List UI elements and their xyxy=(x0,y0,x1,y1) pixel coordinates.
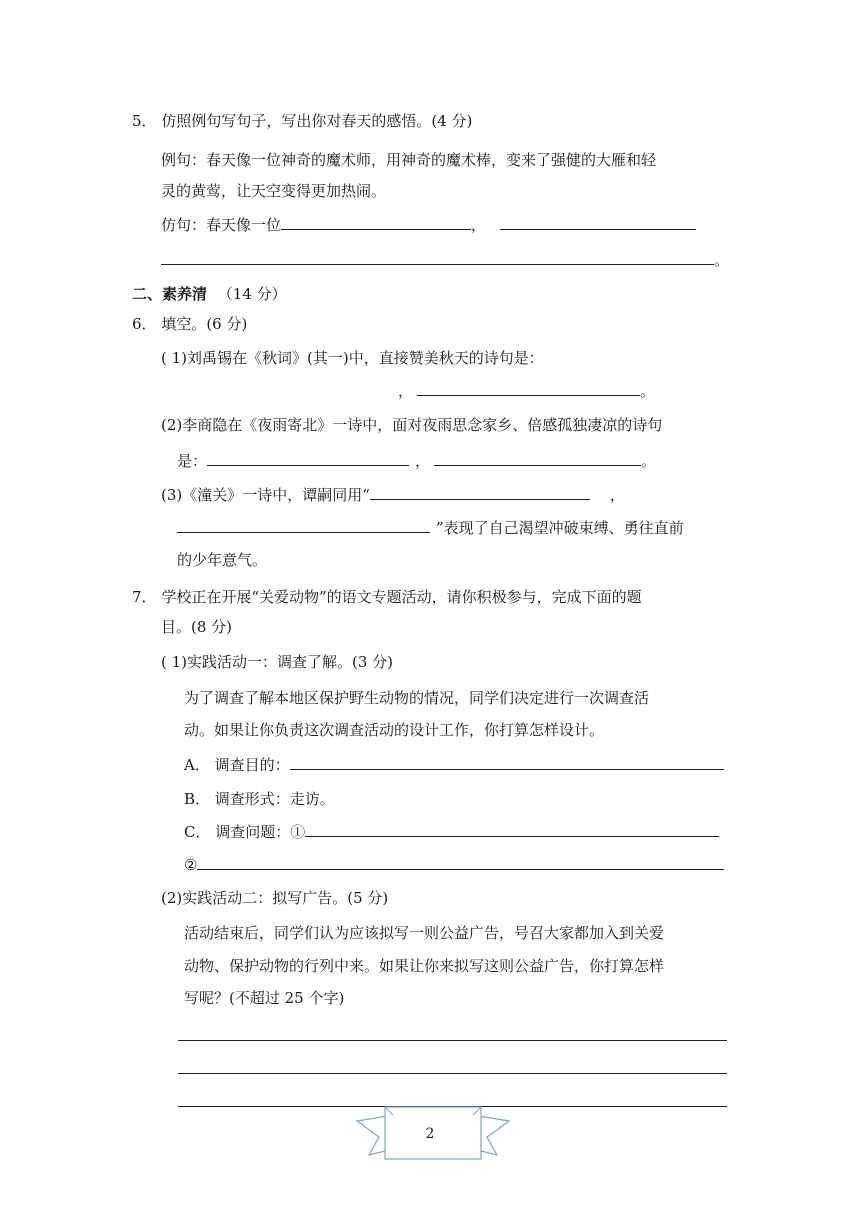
answer-blank[interactable] xyxy=(417,381,640,396)
imitate-continuation-line xyxy=(161,250,729,270)
answer-blank[interactable] xyxy=(161,250,714,265)
comma: ， xyxy=(415,452,431,470)
comma: ， xyxy=(398,382,414,400)
q6-part1-answer-line xyxy=(398,381,655,401)
answer-blank[interactable] xyxy=(370,485,590,500)
comma: ， xyxy=(609,486,625,504)
activity-1-desc-line-2: 动。如果让你负责这次调查活动的设计工作，你打算怎样设计。 xyxy=(184,721,605,739)
circled-number: ② xyxy=(184,856,198,874)
end-mark: 。 xyxy=(714,251,730,269)
survey-purpose-label: A． 调查目的： xyxy=(184,756,290,774)
q6-part3-line-1 xyxy=(161,485,625,505)
activity-1-desc-line-1: 为了调查了解本地区保护野生动物的情况，同学们决定进行一次调查活 xyxy=(184,689,650,707)
question-prompt: 学校正在开展“关爱动物”的语文专题活动，请你积极参与，完成下面的题 xyxy=(161,588,642,606)
activity-2-desc-line-2: 动物、保护动物的行列中来。如果让你来拟写这则公益广告，你打算怎样 xyxy=(184,957,665,975)
q6-part2-prompt: (2)李商隐在《夜雨寄北》一诗中，面对夜雨思念家乡、倍感孤独凄凉的诗句 xyxy=(161,416,663,434)
question-7 xyxy=(132,587,642,607)
example-sentence-line-1: 例句：春天像一位神奇的魔术师，用神奇的魔术棒，变来了强健的大雁和轻 xyxy=(161,151,657,169)
end-mark: 。 xyxy=(641,452,657,470)
q6-part2-answer-line xyxy=(177,451,656,471)
answer-blank[interactable] xyxy=(434,451,641,466)
question-prompt: 仿照例句写句子，写出你对春天的感悟。(4 分) xyxy=(161,112,473,130)
survey-question-1 xyxy=(184,822,719,842)
activity-2-desc-line-3: 写呢？(不超过 25 个字) xyxy=(184,989,345,1007)
answer-blank[interactable] xyxy=(281,215,471,230)
answer-line[interactable] xyxy=(178,1040,727,1041)
answer-blank[interactable] xyxy=(305,822,719,837)
q6-part3-prompt: (3)《潼关》一诗中，谭嗣同用“ xyxy=(161,486,370,504)
question-prompt: 填空。(6 分) xyxy=(161,315,248,333)
activity-1-title: ( 1)实践活动一：调查了解。(3 分) xyxy=(161,653,394,671)
question-7-prompt-line-2: 目。(8 分) xyxy=(161,618,233,636)
q6-part1-prompt: ( 1)刘禹锡在《秋词》(其一)中，直接赞美秋天的诗句是： xyxy=(161,349,544,367)
end-mark: 。 xyxy=(640,382,656,400)
survey-question-label: C． 调查问题：① xyxy=(184,823,306,841)
survey-form: B． 调查形式：走访。 xyxy=(184,790,335,808)
answer-blank[interactable] xyxy=(290,755,724,770)
section-score: （14 分） xyxy=(217,285,287,303)
q6-part3-line-2 xyxy=(177,518,684,538)
answer-blank[interactable] xyxy=(207,451,409,466)
question-6 xyxy=(132,314,247,334)
imitate-label: 仿句：春天像一位 xyxy=(161,216,282,234)
answer-blank[interactable] xyxy=(500,215,696,230)
activity-2-desc-line-1: 活动结束后，同学们认为应该拟写一则公益广告，号召大家都加入到关爱 xyxy=(184,924,665,942)
comma: ， xyxy=(471,216,487,234)
answer-label: 是： xyxy=(177,452,208,470)
question-number: 6． xyxy=(132,315,157,333)
section-heading xyxy=(132,284,287,304)
question-5 xyxy=(132,111,472,131)
answer-line[interactable] xyxy=(178,1073,727,1074)
q6-part3-tail: ”表现了自己渴望冲破束缚、勇往直前 xyxy=(436,519,684,537)
example-sentence-line-2: 灵的黄莺，让天空变得更加热闹。 xyxy=(161,182,387,200)
page-number: 2 xyxy=(425,1126,435,1142)
answer-blank[interactable] xyxy=(197,855,724,870)
imitate-sentence-line xyxy=(161,215,696,235)
activity-2-title: (2)实践活动二：拟写广告。(5 分) xyxy=(161,889,389,907)
answer-blank[interactable] xyxy=(177,518,430,533)
question-number: 7． xyxy=(132,588,157,606)
section-title: 二、素养清 xyxy=(132,285,208,303)
q6-part3-line-3: 的少年意气。 xyxy=(177,551,268,569)
survey-purpose xyxy=(184,755,724,775)
question-number: 5． xyxy=(132,112,157,130)
survey-question-2 xyxy=(184,855,724,875)
